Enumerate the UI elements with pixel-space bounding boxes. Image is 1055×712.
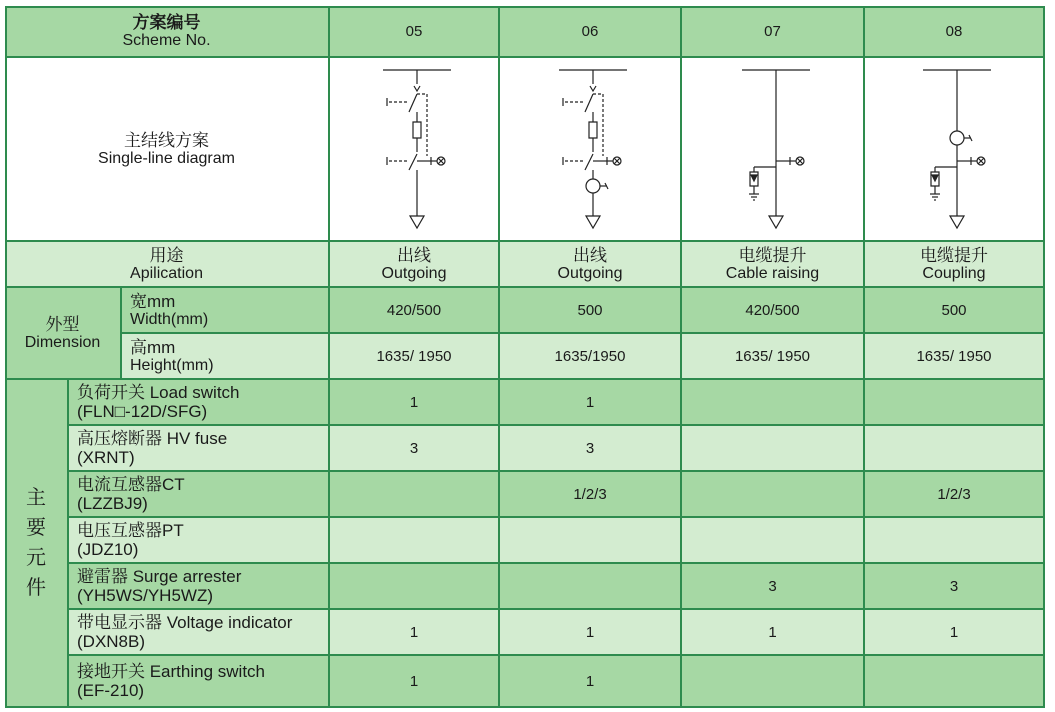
component-name: 带电显示器 Voltage indicator — [77, 613, 293, 632]
diagram-06 — [500, 58, 682, 242]
scheme-07: 07 — [682, 6, 865, 58]
component-value: 1/2/3 — [500, 472, 682, 518]
single-line-diagram-08 — [899, 64, 1009, 234]
component-label-load-switch — [69, 380, 330, 426]
dimension-group-label — [5, 288, 122, 380]
single-line-diagram-07 — [718, 64, 828, 234]
application-en: Coupling — [922, 264, 986, 282]
diagram-label-cn: 主结线方案 — [124, 130, 209, 150]
component-value: 3 — [330, 426, 500, 472]
application-cn: 电缆提升 — [738, 245, 807, 265]
scheme-06: 06 — [500, 6, 682, 58]
application-label — [5, 242, 330, 288]
scheme-table — [5, 6, 1045, 708]
component-model: (DXN8B) — [77, 632, 146, 651]
component-value — [500, 564, 682, 610]
width-en: Width(mm) — [130, 310, 209, 328]
width-08: 500 — [865, 288, 1045, 334]
component-value — [682, 656, 865, 708]
component-name: 电压互感器PT — [77, 521, 184, 540]
component-value: 1/2/3 — [865, 472, 1045, 518]
component-name: 负荷开关 Load switch — [77, 383, 240, 402]
application-label-en: Apilication — [130, 264, 203, 282]
single-line-diagram-label — [5, 58, 330, 242]
component-model: (XRNT) — [77, 448, 135, 467]
component-model: (JDZ10) — [77, 540, 139, 559]
component-model: (EF-210) — [77, 681, 145, 700]
dimension-en: Dimension — [24, 333, 101, 351]
application-08 — [865, 242, 1045, 288]
component-label-earthing-switch — [69, 656, 330, 708]
component-value: 3 — [682, 564, 865, 610]
component-value — [682, 472, 865, 518]
application-05 — [330, 242, 500, 288]
component-value: 1 — [865, 610, 1045, 656]
component-label-surge-arrester — [69, 564, 330, 610]
application-en: Outgoing — [557, 264, 623, 282]
application-en: Outgoing — [381, 264, 447, 282]
scheme-08: 08 — [865, 6, 1045, 58]
component-value — [865, 426, 1045, 472]
width-05: 420/500 — [330, 288, 500, 334]
group-char: 元 — [26, 547, 46, 569]
application-label-cn: 用途 — [149, 245, 184, 265]
component-label-ct — [69, 472, 330, 518]
height-06: 1635/1950 — [500, 334, 682, 380]
width-07: 420/500 — [682, 288, 865, 334]
group-char: 主 — [26, 487, 46, 509]
dimension-cn: 外型 — [45, 314, 80, 334]
width-cn: 宽mm — [130, 291, 176, 311]
component-value: 1 — [330, 380, 500, 426]
diagram-label-en: Single-line diagram — [98, 149, 235, 167]
group-char: 件 — [26, 577, 46, 599]
height-label — [122, 334, 330, 380]
diagram-07 — [682, 58, 865, 242]
single-line-diagram-05 — [359, 64, 469, 234]
component-name: 高压熔断器 HV fuse — [77, 429, 228, 448]
height-08: 1635/ 1950 — [865, 334, 1045, 380]
width-06: 500 — [500, 288, 682, 334]
component-label-voltage-indicator — [69, 610, 330, 656]
component-model: (LZZBJ9) — [77, 494, 148, 513]
scheme-no-cn: 方案编号 — [132, 12, 201, 32]
component-name: 电流互感器CT — [77, 475, 185, 494]
single-line-diagram-06 — [535, 64, 645, 234]
application-07 — [682, 242, 865, 288]
application-cn: 出线 — [573, 245, 607, 265]
component-value: 1 — [330, 656, 500, 708]
components-group-label — [5, 380, 69, 708]
component-value — [865, 518, 1045, 564]
group-char: 要 — [26, 517, 46, 539]
application-en: Cable raising — [725, 264, 820, 282]
scheme-no-en: Scheme No. — [122, 31, 211, 49]
component-value — [330, 472, 500, 518]
scheme-05: 05 — [330, 6, 500, 58]
width-label — [122, 288, 330, 334]
height-05: 1635/ 1950 — [330, 334, 500, 380]
component-value: 1 — [682, 610, 865, 656]
component-value: 1 — [500, 656, 682, 708]
height-cn: 高mm — [130, 337, 176, 357]
component-label-pt — [69, 518, 330, 564]
scheme-no-header — [5, 6, 330, 58]
component-value — [682, 380, 865, 426]
component-label-hv-fuse — [69, 426, 330, 472]
component-model: (YH5WS/YH5WZ) — [77, 586, 213, 605]
application-06 — [500, 242, 682, 288]
component-value — [330, 518, 500, 564]
component-value: 1 — [500, 380, 682, 426]
component-value — [682, 426, 865, 472]
component-value: 1 — [500, 610, 682, 656]
component-name: 接地开关 Earthing switch — [77, 662, 265, 681]
component-value: 3 — [865, 564, 1045, 610]
diagram-05 — [330, 58, 500, 242]
component-value — [682, 518, 865, 564]
diagram-08 — [865, 58, 1045, 242]
height-en: Height(mm) — [130, 356, 214, 374]
height-07: 1635/ 1950 — [682, 334, 865, 380]
application-cn: 出线 — [397, 245, 431, 265]
component-name: 避雷器 Surge arrester — [77, 567, 242, 586]
component-value — [330, 564, 500, 610]
component-model: (FLN□-12D/SFG) — [77, 402, 208, 421]
component-value: 3 — [500, 426, 682, 472]
component-value — [865, 380, 1045, 426]
component-value — [500, 518, 682, 564]
component-value — [865, 656, 1045, 708]
component-value: 1 — [330, 610, 500, 656]
application-cn: 电缆提升 — [920, 245, 988, 265]
